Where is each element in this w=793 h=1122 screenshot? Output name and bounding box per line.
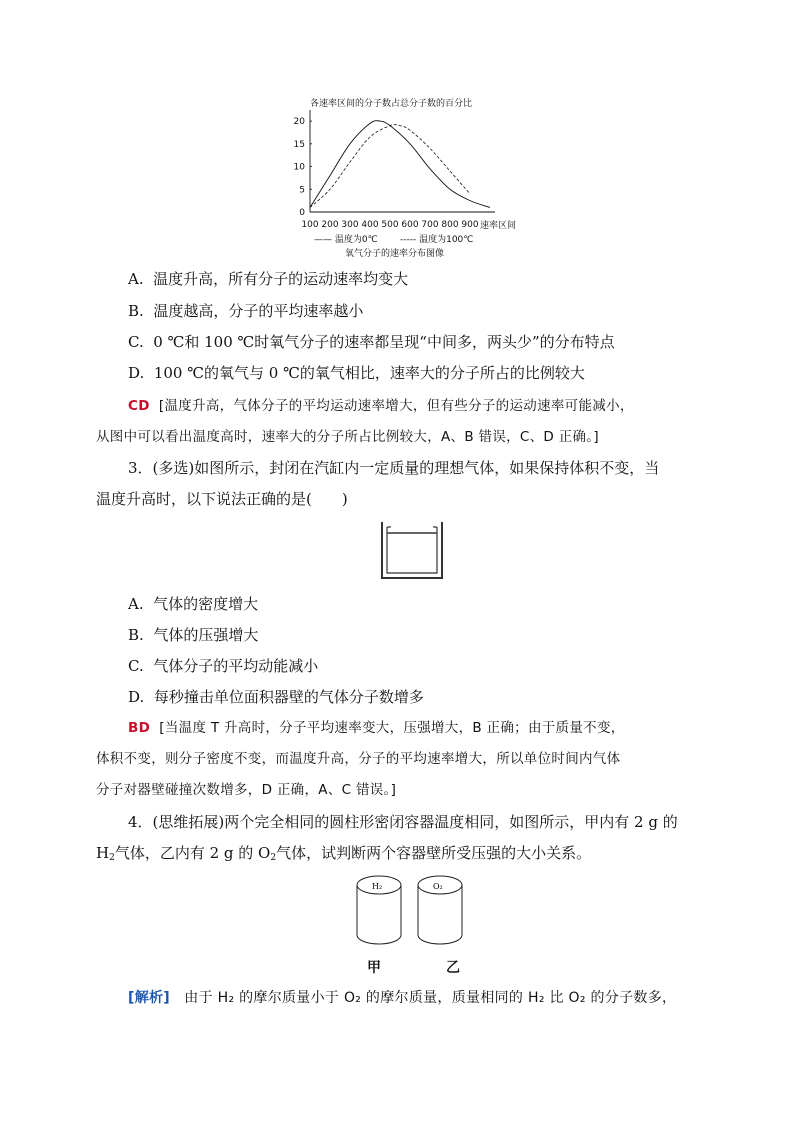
analysis-tag: [解析] xyxy=(128,990,170,1006)
option-label: B. xyxy=(128,626,144,644)
legend-dashed: ----- 温度为100℃ xyxy=(400,235,474,245)
container-left-label: H₂ xyxy=(372,882,383,891)
caption-left: 甲 xyxy=(367,960,381,976)
q4-stem-part: 气体，乙内有 2 g 的 O xyxy=(114,844,271,862)
y-tick-label: 5 xyxy=(299,185,305,196)
option-label: D. xyxy=(128,688,145,706)
container-left xyxy=(357,876,401,944)
cylinder-inner-wall xyxy=(387,527,437,573)
q3-explanation xyxy=(128,718,625,738)
option-text: 100 ℃的氧气与 0 ℃的氧气相比，速率大的分子所占的比例较大 xyxy=(153,364,585,382)
q4-stem-1: 4．(思维拓展)两个完全相同的圆柱形密闭容器温度相同，如图所示，甲内有 2 g 的 xyxy=(128,813,678,831)
series-0c-line xyxy=(310,121,490,208)
q3-explanation-3: 分子对器壁碰撞次数增多，D 正确，A、C 错误。] xyxy=(96,782,397,798)
subscript: 2 xyxy=(109,853,115,863)
option-label: A. xyxy=(128,595,144,613)
q3-option-a xyxy=(128,594,258,614)
option-text: 0 ℃和 100 ℃时氧气分子的速率都呈现“中间多，两头少”的分布特点 xyxy=(153,333,615,351)
q2-answer: CD xyxy=(128,398,150,414)
q3-answer: BD xyxy=(128,720,151,736)
y-tick-label: 10 xyxy=(293,162,305,173)
x-tick-label: 300 xyxy=(341,220,359,230)
chart-title: 各速率区间的分子数占总分子数的百分比 xyxy=(310,99,473,109)
y-tick-label: 20 xyxy=(293,117,305,128)
speed-distribution-chart xyxy=(290,92,540,262)
x-tick-label: 700 xyxy=(421,220,439,230)
q3-option-c xyxy=(128,656,318,676)
y-tick-label: 0 xyxy=(299,208,305,218)
q3-stem-2: 温度升高时，以下说法正确的是( ) xyxy=(96,490,348,508)
series-100c-line xyxy=(310,125,470,208)
option-label: A. xyxy=(128,270,144,288)
option-label: C. xyxy=(128,333,144,351)
container-right-label: O₂ xyxy=(433,882,443,891)
option-text: 每秒撞击单位面积器壁的气体分子数增多 xyxy=(153,688,424,706)
analysis-text: 由于 H₂ 的摩尔质量小于 O₂ 的摩尔质量，质量相同的 H₂ 比 O₂ 的分子数多， xyxy=(184,990,677,1006)
caption-right: 乙 xyxy=(446,960,460,976)
q2-option-a xyxy=(128,269,408,289)
x-tick-label: 900 xyxy=(461,220,479,230)
x-tick-label: 500 xyxy=(381,220,399,230)
x-axis-label: 速率区间 xyxy=(480,221,517,231)
q3-option-b xyxy=(128,625,258,645)
x-tick-label: 100 xyxy=(301,220,319,230)
q4-stem-part: H xyxy=(96,844,110,862)
q4-stem-2 xyxy=(96,843,591,868)
subscript: 2 xyxy=(270,853,277,863)
chart-caption: 氧气分子的速率分布图像 xyxy=(345,249,445,259)
option-text: 温度升高，所有分子的运动速率均变大 xyxy=(153,270,409,288)
q2-option-d xyxy=(128,363,585,383)
cylinder-outer-wall xyxy=(382,522,442,578)
option-text: 气体的密度增大 xyxy=(153,595,259,613)
q2-option-c xyxy=(128,332,615,352)
q2-explanation-2 xyxy=(96,427,599,447)
q2-explanation xyxy=(128,396,634,416)
option-text: 气体的压强增大 xyxy=(153,626,259,644)
option-label: B. xyxy=(128,302,144,320)
q4-analysis xyxy=(128,988,676,1008)
cylinder-diagram xyxy=(380,520,444,580)
x-tick-label: 600 xyxy=(401,220,419,230)
x-tick-label: 400 xyxy=(361,220,379,230)
option-label: D. xyxy=(128,364,145,382)
x-tick-label: 800 xyxy=(441,220,459,230)
q2-option-b xyxy=(128,301,363,321)
explanation-text: [当温度 T 升高时，分子平均速率变大，压强增大，B 正确；由于质量不变， xyxy=(159,720,625,736)
legend-solid: —— 温度为0℃ xyxy=(314,235,378,245)
x-tick-label: 200 xyxy=(321,220,339,230)
option-text: 气体分子的平均动能减小 xyxy=(153,657,319,675)
explanation-text: [温度升高，气体分子的平均运动速率增大，但有些分子的运动速率可能减小， xyxy=(158,398,634,414)
q3-option-d xyxy=(128,687,424,707)
option-label: C. xyxy=(128,657,144,675)
two-containers-diagram xyxy=(352,872,472,948)
q3-explanation-2: 体积不变，则分子密度不变，而温度升高，分子的平均速率增大，所以单位时间内气体 xyxy=(96,751,621,767)
y-tick-label: 15 xyxy=(293,139,305,150)
explanation-text: 从图中可以看出温度高时，速率大的分子所占比例较大，A、B 错误，C、D 正确。] xyxy=(96,429,599,445)
q3-stem-1: 3．(多选)如图所示，封闭在汽缸内一定质量的理想气体，如果保持体积不变，当 xyxy=(128,459,660,477)
q4-stem-part: 气体，试判断两个容器壁所受压强的大小关系。 xyxy=(276,844,592,862)
container-right xyxy=(418,876,462,944)
option-text: 温度越高，分子的平均速率越小 xyxy=(153,302,364,320)
